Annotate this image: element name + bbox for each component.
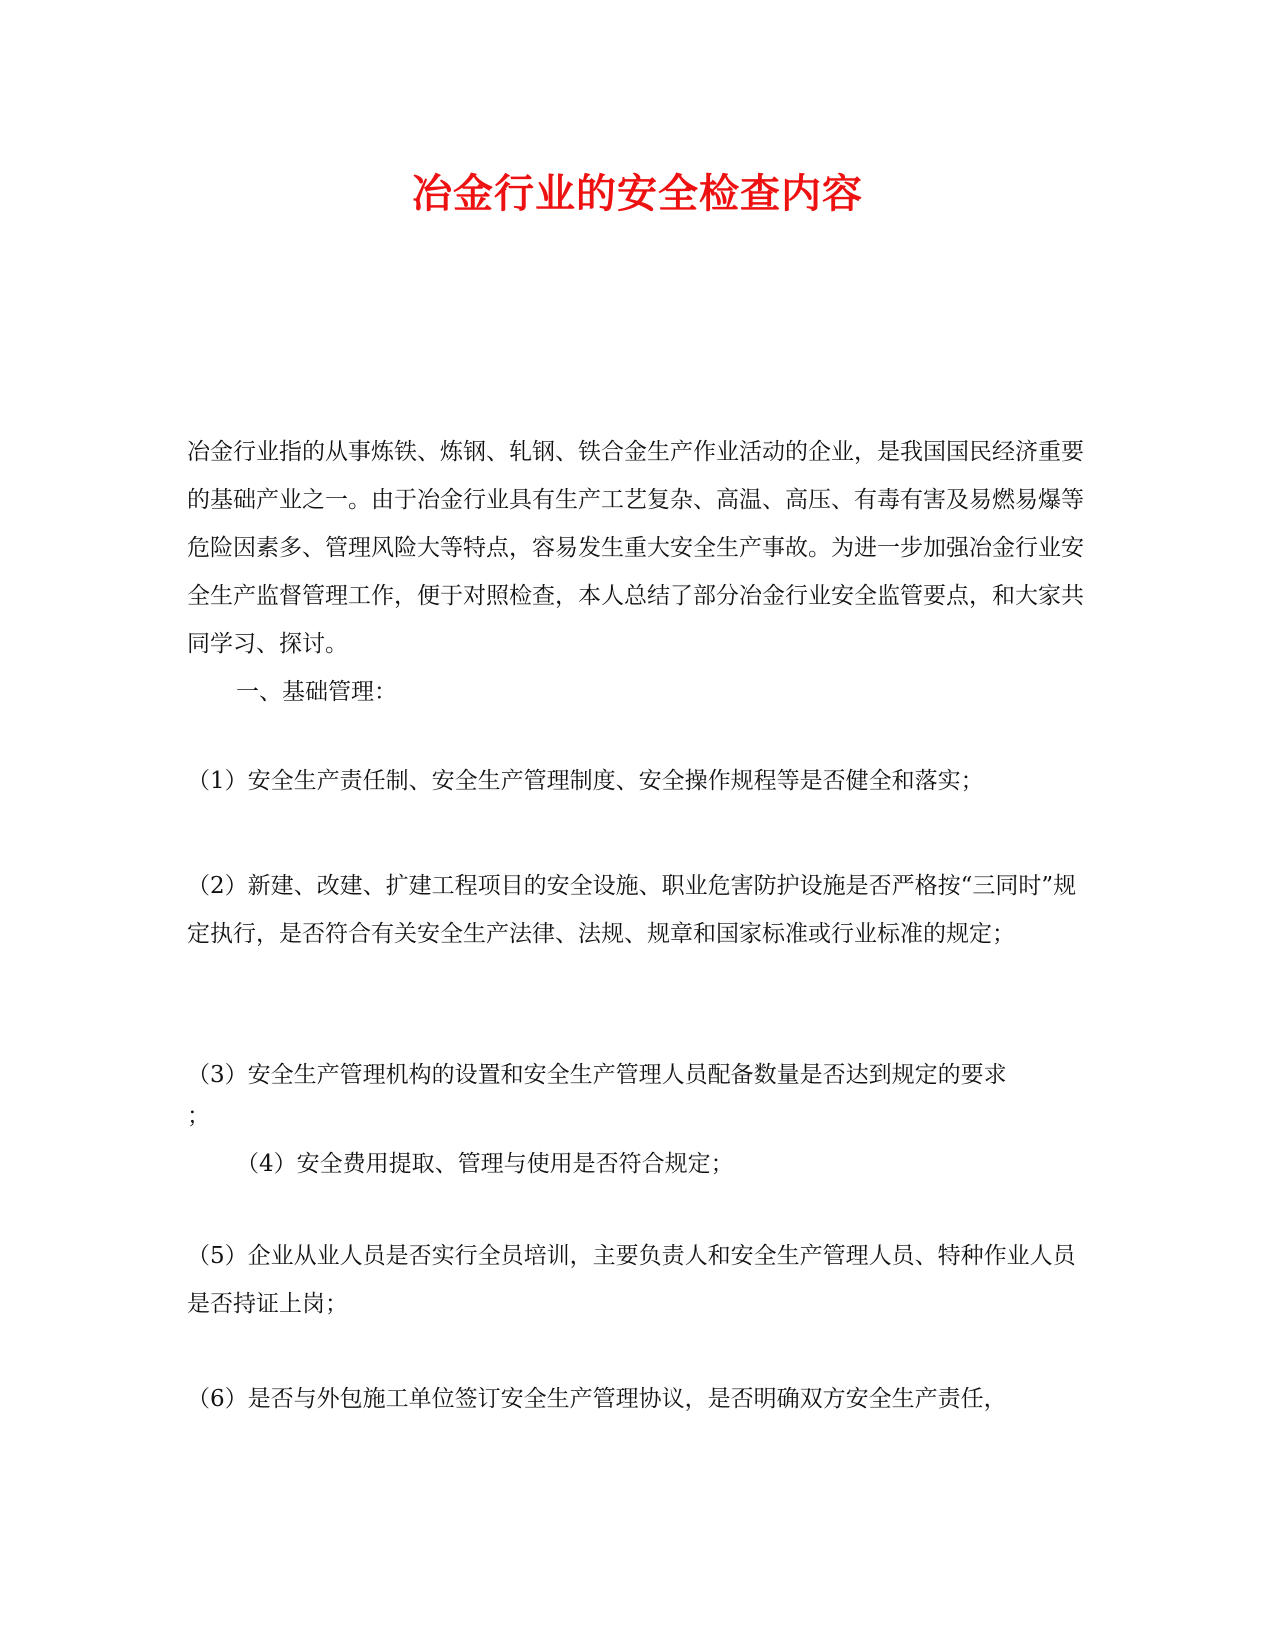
document-title: 冶金行业的安全检查内容 xyxy=(412,170,863,217)
section-heading-basic-management: 一、基础管理： xyxy=(236,679,397,705)
list-item-2: （2）新建、改建、扩建工程项目的安全设施、职业危害防护设施是否严格按“三同时”规定执行，是否符合有关安全生产法律、法规、规章和国家标准或行业标准的规定； xyxy=(187,873,1077,947)
list-item-3-tail: ； xyxy=(187,1103,210,1129)
list-item-1: （1）安全生产责任制、安全生产管理制度、安全操作规程等是否健全和落实； xyxy=(187,768,984,794)
list-item-5: （5）企业从业人员是否实行全员培训，主要负责人和安全生产管理人员、特种作业人员是否持证上岗； xyxy=(187,1243,1076,1317)
intro-paragraph: 冶金行业指的从事炼铁、炼钢、轧钢、铁合金生产作业活动的企业，是我国国民经济重要的基础产业之一。由于冶金行业具有生产工艺复杂、高温、高压、有毒有害及易燃易爆等危险因素多、管理风险大等特点，容易发生重大安全生产事故。为进一步加强冶金行业安全生产监督管理工作，便于对照检查，本人总结了部分冶金行业安全监管要点，和大家共同学习、探讨。 xyxy=(187,439,1084,657)
list-item-4: （4）安全费用提取、管理与使用是否符合规定； xyxy=(236,1151,734,1177)
list-item-3: （3）安全生产管理机构的设置和安全生产管理人员配备数量是否达到规定的要求 xyxy=(187,1062,1007,1088)
list-item-6: （6）是否与外包施工单位签订安全生产管理协议，是否明确双方安全生产责任， xyxy=(187,1386,1007,1412)
